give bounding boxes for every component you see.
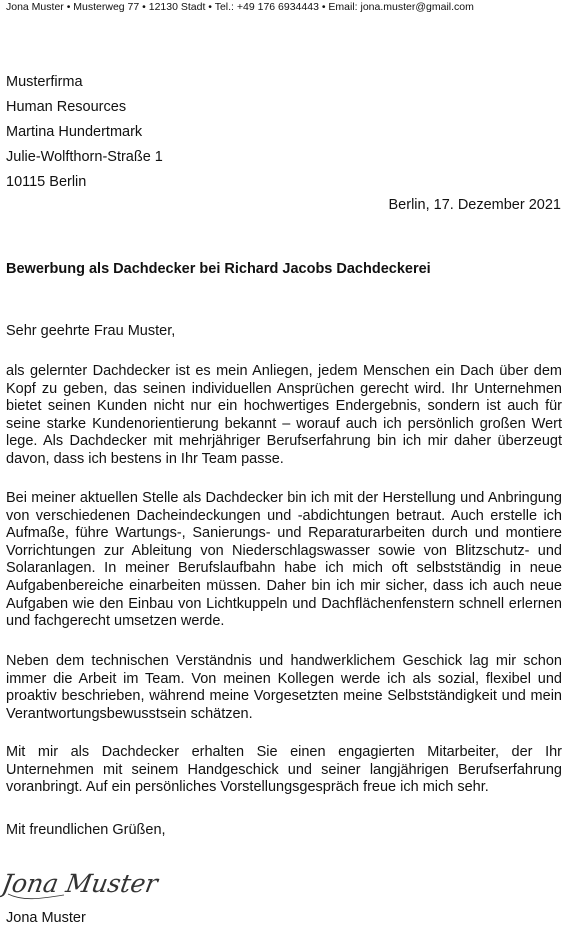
letter-subject: Bewerbung als Dachdecker bei Richard Jacobs Dachdeckerei	[6, 261, 431, 277]
recipient-street: Julie-Wolfthorn-Straße 1	[6, 149, 163, 165]
recipient-company: Musterfirma	[6, 74, 83, 90]
handwritten-signature	[0, 862, 161, 906]
closing-phrase: Mit freundlichen Grüßen,	[6, 822, 166, 838]
signature-script: Jona Muster	[0, 869, 161, 898]
body-paragraph-4: Mit mir als Dachdecker erhalten Sie einen engagierten Mitarbeiter, der Ihr Unternehmen mit seinem Handgeschick und seiner langjährigen Berufserfahrung voranbringt. Auf ein persönliches Vorstellungsgespräch freue ich mich sehr.	[6, 744, 562, 796]
recipient-city: 10115 Berlin	[6, 174, 87, 190]
recipient-contact: Martina Hundertmark	[6, 124, 143, 140]
body-paragraph-2: Bei meiner aktuellen Stelle als Dachdecker bin ich mit der Herstellung und Anbringung von verschiedenen Dacheindeckungen und -abdichtungen betraut. Auch erstelle ich Aufmaße, führe Wartungs-, Sanierungs- und Reparaturarbeiten durch und montiere Vorrichtungen zur Ableitung von Niederschlagswasser sowie von Blitzschutz- und Solaranlagen. In meiner Berufslaufbahn habe ich mich oft selbstständig in neue Aufgabenbereiche einarbeiten müssen. Daher bin ich mir sicher, dass ich auch neue Aufgaben wie den Einbau von Lichtkuppeln und Dachflächenfenstern schnell erlernen und fachgerecht umsetzen werde.	[6, 490, 562, 630]
signer-name: Jona Muster	[6, 910, 86, 926]
recipient-address-block	[6, 70, 163, 195]
letter-date: Berlin, 17. Dezember 2021	[388, 197, 561, 213]
body-paragraph-3: Neben dem technischen Verständnis und handwerklichem Geschick lag mir schon immer die Arbeit im Team. Von meinen Kollegen werde ich als sozial, flexibel und proaktiv beschrieben, während meine Vorgesetzten meine Selbstständigkeit und mein Verantwortungsbewusstsein schätzen.	[6, 653, 562, 722]
recipient-department: Human Resources	[6, 99, 127, 115]
salutation: Sehr geehrte Frau Muster,	[6, 323, 176, 339]
body-paragraph-1: als gelernter Dachdecker ist es mein Anliegen, jedem Menschen ein Dach über dem Kopf zu geben, das seinen individuellen Ansprüchen gerecht wird. Ihr Unternehmen bietet seinen Kunden nicht nur ein hochwertiges Endergebnis, sondern ist auch für seine starke Kundenorientierung bekannt – worauf auch ich persönlich großen Wert lege. Als Dachdecker mit mehrjähriger Berufserfahrung bin ich mir daher überzeugt davon, dass ich bestens in Ihr Team passe.	[6, 363, 562, 467]
sender-address-line: Jona Muster • Musterweg 77 • 12130 Stadt • Tel.: +49 176 6934443 • Email: jona.muster@gmail.com	[6, 1, 474, 13]
